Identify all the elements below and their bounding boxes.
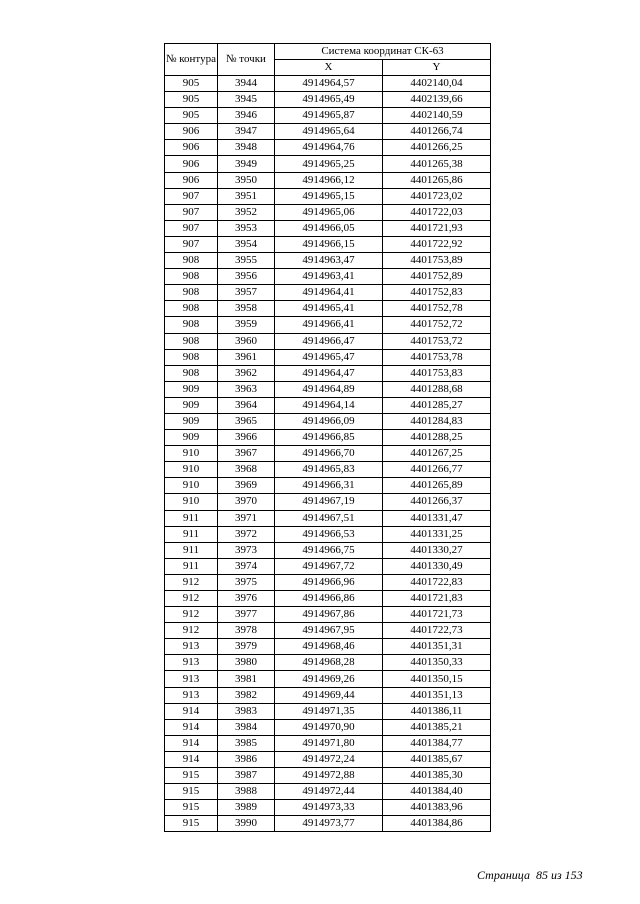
cell-contour: 914 xyxy=(165,735,218,751)
cell-x: 4914967,19 xyxy=(275,494,383,510)
cell-x: 4914964,47 xyxy=(275,365,383,381)
cell-x: 4914963,41 xyxy=(275,269,383,285)
cell-y: 4401753,78 xyxy=(383,349,491,365)
cell-contour: 907 xyxy=(165,204,218,220)
table-row xyxy=(165,413,491,429)
table-row xyxy=(165,188,491,204)
cell-point: 3984 xyxy=(218,719,275,735)
cell-point: 3958 xyxy=(218,301,275,317)
cell-contour: 915 xyxy=(165,784,218,800)
cell-y: 4401331,47 xyxy=(383,510,491,526)
table-row xyxy=(165,784,491,800)
cell-y: 4401753,89 xyxy=(383,253,491,269)
cell-contour: 906 xyxy=(165,140,218,156)
cell-point: 3967 xyxy=(218,446,275,462)
cell-y: 4401284,83 xyxy=(383,413,491,429)
cell-x: 4914967,72 xyxy=(275,558,383,574)
cell-x: 4914967,51 xyxy=(275,510,383,526)
header-coordinate-system: Система координат СК-63 xyxy=(275,44,491,60)
cell-contour: 905 xyxy=(165,108,218,124)
cell-x: 4914967,95 xyxy=(275,623,383,639)
cell-y: 4401385,21 xyxy=(383,719,491,735)
cell-contour: 909 xyxy=(165,397,218,413)
cell-point: 3952 xyxy=(218,204,275,220)
cell-contour: 908 xyxy=(165,333,218,349)
cell-y: 4401384,40 xyxy=(383,784,491,800)
table-row xyxy=(165,236,491,252)
cell-contour: 908 xyxy=(165,301,218,317)
cell-point: 3969 xyxy=(218,478,275,494)
cell-point: 3980 xyxy=(218,655,275,671)
cell-x: 4914972,44 xyxy=(275,784,383,800)
table-row xyxy=(165,542,491,558)
cell-x: 4914971,35 xyxy=(275,703,383,719)
cell-y: 4401288,68 xyxy=(383,381,491,397)
table-row xyxy=(165,285,491,301)
cell-point: 3957 xyxy=(218,285,275,301)
cell-contour: 912 xyxy=(165,591,218,607)
table-row xyxy=(165,526,491,542)
cell-x: 4914966,41 xyxy=(275,317,383,333)
cell-x: 4914969,44 xyxy=(275,687,383,703)
cell-contour: 906 xyxy=(165,156,218,172)
cell-contour: 905 xyxy=(165,76,218,92)
cell-point: 3982 xyxy=(218,687,275,703)
cell-x: 4914966,70 xyxy=(275,446,383,462)
cell-y: 4401722,73 xyxy=(383,623,491,639)
cell-point: 3976 xyxy=(218,591,275,607)
table-row xyxy=(165,719,491,735)
cell-point: 3962 xyxy=(218,365,275,381)
cell-contour: 911 xyxy=(165,542,218,558)
cell-contour: 909 xyxy=(165,413,218,429)
cell-contour: 911 xyxy=(165,526,218,542)
cell-point: 3989 xyxy=(218,800,275,816)
cell-y: 4401752,72 xyxy=(383,317,491,333)
cell-point: 3986 xyxy=(218,751,275,767)
table-row xyxy=(165,494,491,510)
cell-x: 4914966,47 xyxy=(275,333,383,349)
table-row xyxy=(165,220,491,236)
cell-contour: 912 xyxy=(165,607,218,623)
cell-y: 4401385,30 xyxy=(383,768,491,784)
cell-y: 4401384,77 xyxy=(383,735,491,751)
cell-x: 4914971,80 xyxy=(275,735,383,751)
table-row xyxy=(165,76,491,92)
cell-y: 4401265,89 xyxy=(383,478,491,494)
cell-x: 4914965,87 xyxy=(275,108,383,124)
cell-x: 4914964,57 xyxy=(275,76,383,92)
table-row xyxy=(165,655,491,671)
table-row xyxy=(165,751,491,767)
cell-point: 3965 xyxy=(218,413,275,429)
cell-contour: 908 xyxy=(165,253,218,269)
cell-y: 4401752,83 xyxy=(383,285,491,301)
cell-y: 4401722,92 xyxy=(383,236,491,252)
cell-point: 3974 xyxy=(218,558,275,574)
table-row xyxy=(165,462,491,478)
cell-y: 4402140,59 xyxy=(383,108,491,124)
cell-point: 3978 xyxy=(218,623,275,639)
cell-y: 4401383,96 xyxy=(383,800,491,816)
cell-x: 4914965,83 xyxy=(275,462,383,478)
cell-contour: 915 xyxy=(165,800,218,816)
cell-y: 4401266,74 xyxy=(383,124,491,140)
header-x: X xyxy=(275,60,383,76)
cell-contour: 912 xyxy=(165,623,218,639)
table-row xyxy=(165,639,491,655)
cell-x: 4914964,89 xyxy=(275,381,383,397)
cell-contour: 913 xyxy=(165,639,218,655)
cell-y: 4401350,15 xyxy=(383,671,491,687)
table-row xyxy=(165,269,491,285)
cell-x: 4914970,90 xyxy=(275,719,383,735)
table-row xyxy=(165,124,491,140)
cell-point: 3956 xyxy=(218,269,275,285)
cell-contour: 913 xyxy=(165,655,218,671)
cell-point: 3960 xyxy=(218,333,275,349)
table-row xyxy=(165,140,491,156)
cell-contour: 907 xyxy=(165,188,218,204)
cell-y: 4401266,37 xyxy=(383,494,491,510)
cell-y: 4401330,49 xyxy=(383,558,491,574)
cell-x: 4914966,85 xyxy=(275,430,383,446)
table-row xyxy=(165,671,491,687)
cell-x: 4914965,47 xyxy=(275,349,383,365)
cell-y: 4401330,27 xyxy=(383,542,491,558)
cell-x: 4914964,41 xyxy=(275,285,383,301)
table-row xyxy=(165,800,491,816)
cell-contour: 908 xyxy=(165,365,218,381)
cell-point: 3977 xyxy=(218,607,275,623)
cell-y: 4401722,83 xyxy=(383,574,491,590)
table-row xyxy=(165,430,491,446)
cell-x: 4914966,96 xyxy=(275,574,383,590)
cell-y: 4401721,73 xyxy=(383,607,491,623)
table-row xyxy=(165,510,491,526)
cell-point: 3955 xyxy=(218,253,275,269)
cell-y: 4401267,25 xyxy=(383,446,491,462)
cell-contour: 906 xyxy=(165,172,218,188)
cell-x: 4914968,28 xyxy=(275,655,383,671)
cell-contour: 910 xyxy=(165,462,218,478)
cell-point: 3948 xyxy=(218,140,275,156)
cell-contour: 915 xyxy=(165,768,218,784)
table-row xyxy=(165,204,491,220)
cell-point: 3983 xyxy=(218,703,275,719)
cell-contour: 907 xyxy=(165,220,218,236)
header-y: Y xyxy=(383,60,491,76)
cell-point: 3979 xyxy=(218,639,275,655)
cell-x: 4914969,26 xyxy=(275,671,383,687)
cell-y: 4402140,04 xyxy=(383,76,491,92)
cell-y: 4402139,66 xyxy=(383,92,491,108)
cell-contour: 910 xyxy=(165,494,218,510)
cell-contour: 908 xyxy=(165,285,218,301)
cell-x: 4914963,47 xyxy=(275,253,383,269)
cell-point: 3959 xyxy=(218,317,275,333)
cell-y: 4401288,25 xyxy=(383,430,491,446)
cell-y: 4401350,33 xyxy=(383,655,491,671)
cell-contour: 908 xyxy=(165,317,218,333)
cell-point: 3945 xyxy=(218,92,275,108)
cell-y: 4401285,27 xyxy=(383,397,491,413)
cell-contour: 907 xyxy=(165,236,218,252)
cell-point: 3946 xyxy=(218,108,275,124)
cell-point: 3973 xyxy=(218,542,275,558)
table-row xyxy=(165,591,491,607)
cell-point: 3971 xyxy=(218,510,275,526)
cell-y: 4401351,13 xyxy=(383,687,491,703)
table-row xyxy=(165,108,491,124)
cell-point: 3949 xyxy=(218,156,275,172)
cell-y: 4401721,83 xyxy=(383,591,491,607)
table-row xyxy=(165,607,491,623)
cell-contour: 909 xyxy=(165,381,218,397)
cell-point: 3968 xyxy=(218,462,275,478)
cell-contour: 912 xyxy=(165,574,218,590)
coordinates-table xyxy=(164,43,491,832)
cell-point: 3944 xyxy=(218,76,275,92)
table-row xyxy=(165,558,491,574)
cell-y: 4401721,93 xyxy=(383,220,491,236)
cell-x: 4914973,77 xyxy=(275,816,383,832)
table-row xyxy=(165,574,491,590)
table-row xyxy=(165,333,491,349)
table-row xyxy=(165,623,491,639)
cell-x: 4914966,53 xyxy=(275,526,383,542)
cell-point: 3985 xyxy=(218,735,275,751)
cell-y: 4401752,89 xyxy=(383,269,491,285)
cell-point: 3970 xyxy=(218,494,275,510)
cell-point: 3972 xyxy=(218,526,275,542)
cell-x: 4914966,31 xyxy=(275,478,383,494)
cell-x: 4914966,15 xyxy=(275,236,383,252)
cell-contour: 914 xyxy=(165,719,218,735)
table-row xyxy=(165,253,491,269)
cell-x: 4914968,46 xyxy=(275,639,383,655)
cell-x: 4914966,09 xyxy=(275,413,383,429)
page-number: 85 xyxy=(535,868,548,882)
cell-y: 4401265,38 xyxy=(383,156,491,172)
cell-contour: 910 xyxy=(165,446,218,462)
cell-point: 3988 xyxy=(218,784,275,800)
cell-x: 4914965,64 xyxy=(275,124,383,140)
cell-x: 4914973,33 xyxy=(275,800,383,816)
cell-x: 4914966,86 xyxy=(275,591,383,607)
cell-contour: 908 xyxy=(165,349,218,365)
header-point: № точки xyxy=(218,44,275,76)
cell-x: 4914966,12 xyxy=(275,172,383,188)
cell-x: 4914966,05 xyxy=(275,220,383,236)
header-contour: № контура xyxy=(165,44,218,76)
cell-point: 3990 xyxy=(218,816,275,832)
cell-contour: 906 xyxy=(165,124,218,140)
cell-y: 4401723,02 xyxy=(383,188,491,204)
table-row xyxy=(165,478,491,494)
cell-contour: 910 xyxy=(165,478,218,494)
table-row xyxy=(165,172,491,188)
cell-contour: 911 xyxy=(165,558,218,574)
cell-x: 4914972,24 xyxy=(275,751,383,767)
cell-contour: 913 xyxy=(165,687,218,703)
cell-x: 4914965,25 xyxy=(275,156,383,172)
table-row xyxy=(165,703,491,719)
cell-y: 4401752,78 xyxy=(383,301,491,317)
cell-x: 4914965,49 xyxy=(275,92,383,108)
cell-point: 3951 xyxy=(218,188,275,204)
cell-point: 3975 xyxy=(218,574,275,590)
cell-point: 3961 xyxy=(218,349,275,365)
page-label: Страница xyxy=(477,868,530,882)
table-row xyxy=(165,397,491,413)
table-row xyxy=(165,317,491,333)
cell-point: 3981 xyxy=(218,671,275,687)
table-row xyxy=(165,349,491,365)
cell-y: 4401331,25 xyxy=(383,526,491,542)
cell-point: 3966 xyxy=(218,430,275,446)
table-row xyxy=(165,816,491,832)
cell-y: 4401265,86 xyxy=(383,172,491,188)
cell-contour: 914 xyxy=(165,751,218,767)
table-row xyxy=(165,768,491,784)
cell-y: 4401753,72 xyxy=(383,333,491,349)
cell-point: 3963 xyxy=(218,381,275,397)
cell-point: 3987 xyxy=(218,768,275,784)
cell-contour: 914 xyxy=(165,703,218,719)
cell-contour: 905 xyxy=(165,92,218,108)
cell-y: 4401266,77 xyxy=(383,462,491,478)
cell-contour: 913 xyxy=(165,671,218,687)
table-row xyxy=(165,365,491,381)
table-row xyxy=(165,687,491,703)
cell-x: 4914967,86 xyxy=(275,607,383,623)
cell-x: 4914964,14 xyxy=(275,397,383,413)
cell-contour: 908 xyxy=(165,269,218,285)
of-label: из xyxy=(550,868,562,882)
page-footer xyxy=(477,868,617,883)
table-row xyxy=(165,381,491,397)
table-row xyxy=(165,156,491,172)
cell-y: 4401351,31 xyxy=(383,639,491,655)
cell-contour: 911 xyxy=(165,510,218,526)
cell-y: 4401266,25 xyxy=(383,140,491,156)
cell-y: 4401386,11 xyxy=(383,703,491,719)
table-row xyxy=(165,735,491,751)
cell-x: 4914965,06 xyxy=(275,204,383,220)
cell-contour: 909 xyxy=(165,430,218,446)
table-row xyxy=(165,446,491,462)
cell-point: 3947 xyxy=(218,124,275,140)
cell-point: 3964 xyxy=(218,397,275,413)
cell-x: 4914964,76 xyxy=(275,140,383,156)
table-row xyxy=(165,301,491,317)
cell-x: 4914965,15 xyxy=(275,188,383,204)
cell-point: 3950 xyxy=(218,172,275,188)
cell-y: 4401753,83 xyxy=(383,365,491,381)
table-row xyxy=(165,92,491,108)
cell-x: 4914965,41 xyxy=(275,301,383,317)
cell-x: 4914972,88 xyxy=(275,768,383,784)
cell-y: 4401385,67 xyxy=(383,751,491,767)
cell-y: 4401722,03 xyxy=(383,204,491,220)
cell-x: 4914966,75 xyxy=(275,542,383,558)
table-body xyxy=(165,76,491,832)
cell-y: 4401384,86 xyxy=(383,816,491,832)
cell-point: 3953 xyxy=(218,220,275,236)
cell-contour: 915 xyxy=(165,816,218,832)
total-pages: 153 xyxy=(564,868,583,882)
cell-point: 3954 xyxy=(218,236,275,252)
